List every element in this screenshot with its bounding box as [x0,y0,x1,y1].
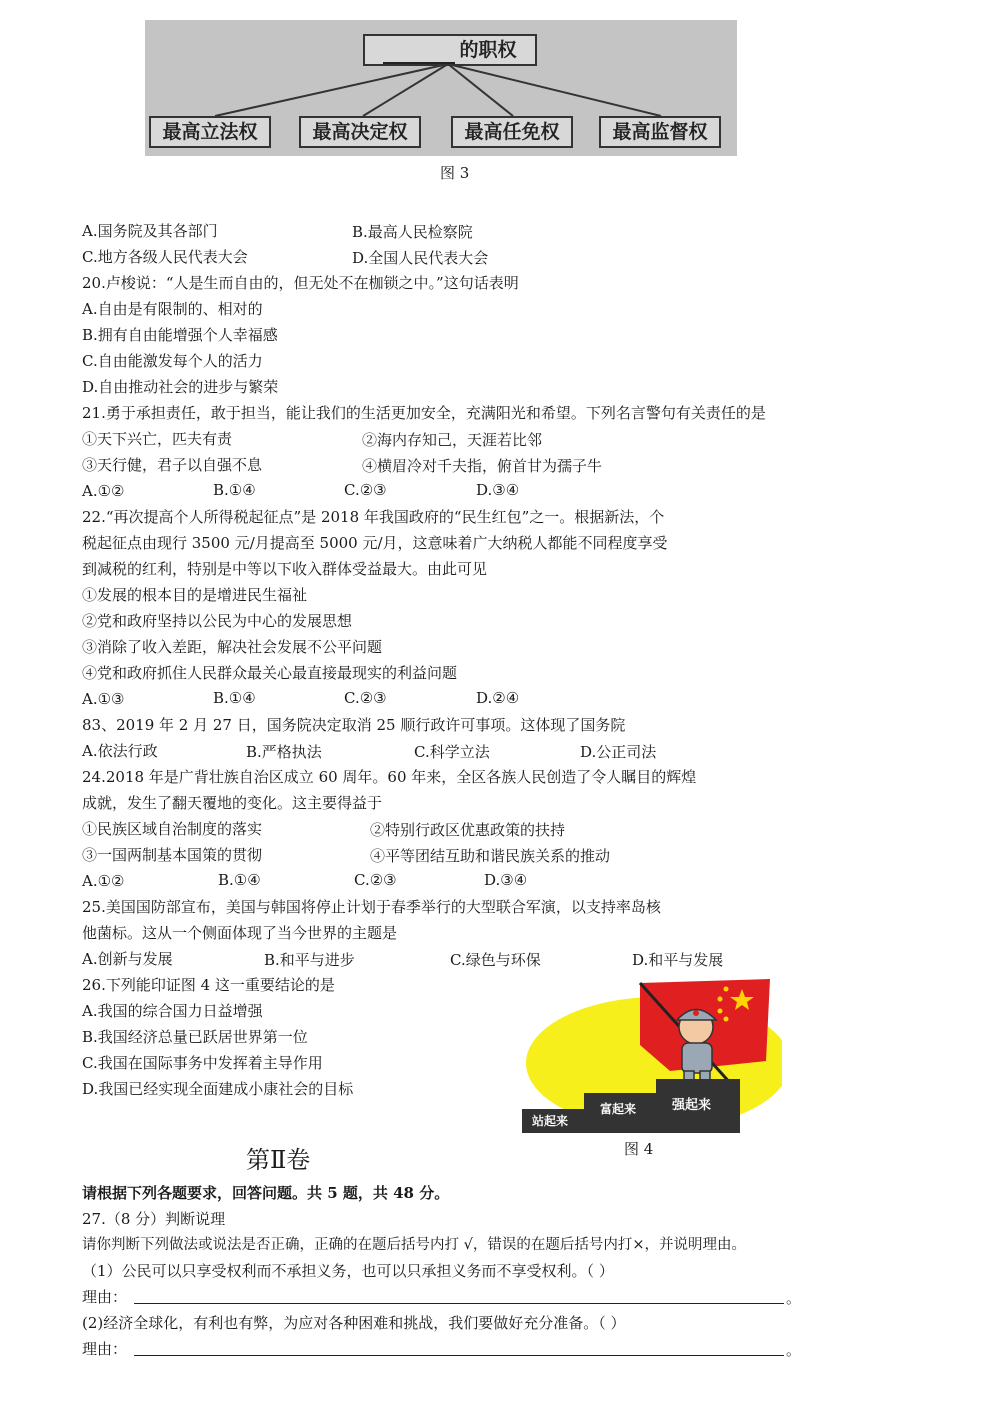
q26-stem: 26.下列能印证图 4 这一重要结论的是 [82,976,335,994]
q27-item-2: (2)经济全球化，有利也有弊，为应对各种困难和挑战，我们要做好充分准备。（ ） [82,1314,626,1332]
q27-reason-1-label: 理由： [82,1288,128,1306]
reason-2-period: 。 [786,1341,802,1359]
q21-option-a: A.①② [82,482,125,500]
q23-option-c: C.科学立法 [414,743,490,761]
q26-option-d: D.我国已经实现全面建成小康社会的目标 [82,1080,354,1098]
reason-1-period: 。 [786,1289,802,1307]
q21-option-c: C.②③ [344,481,387,499]
reason-2-answer-line[interactable] [134,1355,784,1356]
q21-option-b: B.①④ [213,481,256,499]
q24-statement-1: ①民族区域自治制度的落实 [82,820,263,838]
q21-stem: 21.勇于承担责任，敢于担当，能让我们的生活更加安全，充满阳光和希望。下列名言警句有关责任的是 [82,404,766,422]
q22-statement-2: ②党和政府坚持以公民为中心的发展思想 [82,612,353,630]
q21-statement-2: ②海内存知己，天涯若比邻 [362,431,543,449]
q27-reason-2-label: 理由： [82,1340,128,1358]
box-supervision-power: 最高监督权 [599,116,721,148]
flag-small-star-icon [724,1017,729,1022]
q25-option-c: C.绿色与环保 [450,951,541,969]
q19-option-b: B.最高人民检察院 [352,223,473,241]
q22-statement-4: ④党和政府抓住人民群众最关心最直接最现实的利益问题 [82,664,458,682]
q26-option-b: B.我国经济总量已跃居世界第一位 [82,1028,308,1046]
step-3-label: 强起来 [672,1098,712,1113]
figure-4-illustration [520,975,782,1133]
soldier-body [682,1043,712,1073]
q20-stem: 20.卢梭说：“人是生而自由的，但无处不在枷锁之中。”这句话表明 [82,274,519,292]
figure-3-diagram [145,20,737,156]
q27-intro: 请你判断下列做法或说法是否正确，正确的在题后括号内打 √，错误的在题后括号内打×，并说明理由。 [82,1237,746,1253]
flag-small-star-icon [724,987,729,992]
q21-statement-4: ④横眉冷对千夫指，俯首甘为孺子牛 [362,457,603,475]
q21-option-d: D.③④ [476,481,520,499]
q20-option-b: B.拥有自由能增强个人幸福感 [82,326,278,344]
box-legislative-power: 最高立法权 [149,116,271,148]
q22-stem-line-1: 22.“再次提高个人所得税起征点”是 2018 年我国政府的“民生红包”之一。根据新法，个 [82,508,665,526]
q23-option-a: A.依法行政 [82,742,158,760]
q22-statement-3: ③消除了收入差距，解决社会发展不公平问题 [82,638,383,656]
q27-item-1: （1）公民可以只享受权利而不承担义务，也可以只承担义务而不享受权利。（ ） [82,1262,614,1280]
q20-option-c: C.自由能激发每个人的活力 [82,352,263,370]
q26-option-a: A.我国的综合国力日益增强 [82,1002,263,1020]
top-box-label: 的职权 [459,39,517,61]
q27-title: 27.（8 分）判断说理 [82,1210,226,1228]
part-2-title: 第Ⅱ卷 [246,1146,311,1174]
flag-small-star-icon [718,1009,723,1014]
q25-option-a: A.创新与发展 [82,950,173,968]
figure-4-caption: 图 4 [624,1140,654,1158]
q25-stem-line-1: 25.美国国防部宣布，美国与韩国将停止计划于春季举行的大型联合军演，以支持率岛核 [82,898,661,916]
cap-star-icon [693,1010,699,1016]
q23-option-d: D.公正司法 [580,743,657,761]
flag-small-star-icon [718,997,723,1002]
q23-option-b: B.严格执法 [246,743,322,761]
q20-option-d: D.自由推动社会的进步与繁荣 [82,378,279,396]
step-1-label: 站起来 [532,1114,569,1128]
q24-statement-4: ④平等团结互助和谐民族关系的推动 [370,847,611,865]
q24-statement-3: ③一国两制基本国策的贯彻 [82,846,263,864]
q24-option-c: C.②③ [354,871,397,889]
figure-4-graphic [520,975,782,1133]
reason-1-answer-line[interactable] [134,1303,784,1304]
q24-stem-line-1: 24.2018 年是广背壮族自治区成立 60 周年。60 年来，全区各族人民创造了令人瞩目的辉煌 [82,768,697,786]
q24-option-d: D.③④ [484,871,528,889]
part-2-instruction: 请根据下列各题要求，回答问题。共 5 题，共 48 分。 [82,1184,450,1202]
q25-option-b: B.和平与进步 [264,951,355,969]
q19-option-a: A.国务院及其各部门 [82,222,218,240]
figure-3-top-box [363,34,537,66]
q22-option-c: C.②③ [344,689,387,707]
q22-option-a: A.①③ [82,690,125,708]
q20-option-a: A.自由是有限制的、相对的 [82,300,263,318]
q19-option-d: D.全国人民代表大会 [352,249,489,267]
q22-stem-line-3: 到减税的红利，特别是中等以下收入群体受益最大。由此可见 [82,560,488,578]
q22-statement-1: ①发展的根本目的是增进民生福祉 [82,586,308,604]
q26-option-c: C.我国在国际事务中发挥着主导作用 [82,1054,323,1072]
q24-option-a: A.①② [82,872,125,890]
q22-stem-line-2: 税起征点由现行 3500 元/月提高至 5000 元/月，这意味着广大纳税人都能不同程度享受 [82,534,668,552]
q22-option-b: B.①④ [213,689,256,707]
q25-option-d: D.和平与发展 [632,951,724,969]
q24-stem-line-2: 成就，发生了翻天覆地的变化。这主要得益于 [82,794,383,812]
q19-option-c: C.地方各级人民代表大会 [82,248,248,266]
q21-statement-1: ①天下兴亡，匹夫有责 [82,430,233,448]
blank-line [383,44,455,64]
box-appointment-power: 最高任免权 [451,116,573,148]
q25-stem-line-2: 他菌标。这从一个侧面体现了当今世界的主题是 [82,924,398,942]
q23-stem: 83、2019 年 2 月 27 日，国务院决定取消 25 顺行政许可事项。这体现了国务院 [82,716,626,734]
q24-option-b: B.①④ [218,871,261,889]
q22-option-d: D.②④ [476,689,520,707]
figure-3-caption: 图 3 [440,164,470,182]
q24-statement-2: ②特别行政区优惠政策的扶持 [370,821,566,839]
box-decision-power: 最高决定权 [299,116,421,148]
q21-statement-3: ③天行健，君子以自强不息 [82,456,263,474]
step-2-label: 富起来 [600,1102,637,1116]
